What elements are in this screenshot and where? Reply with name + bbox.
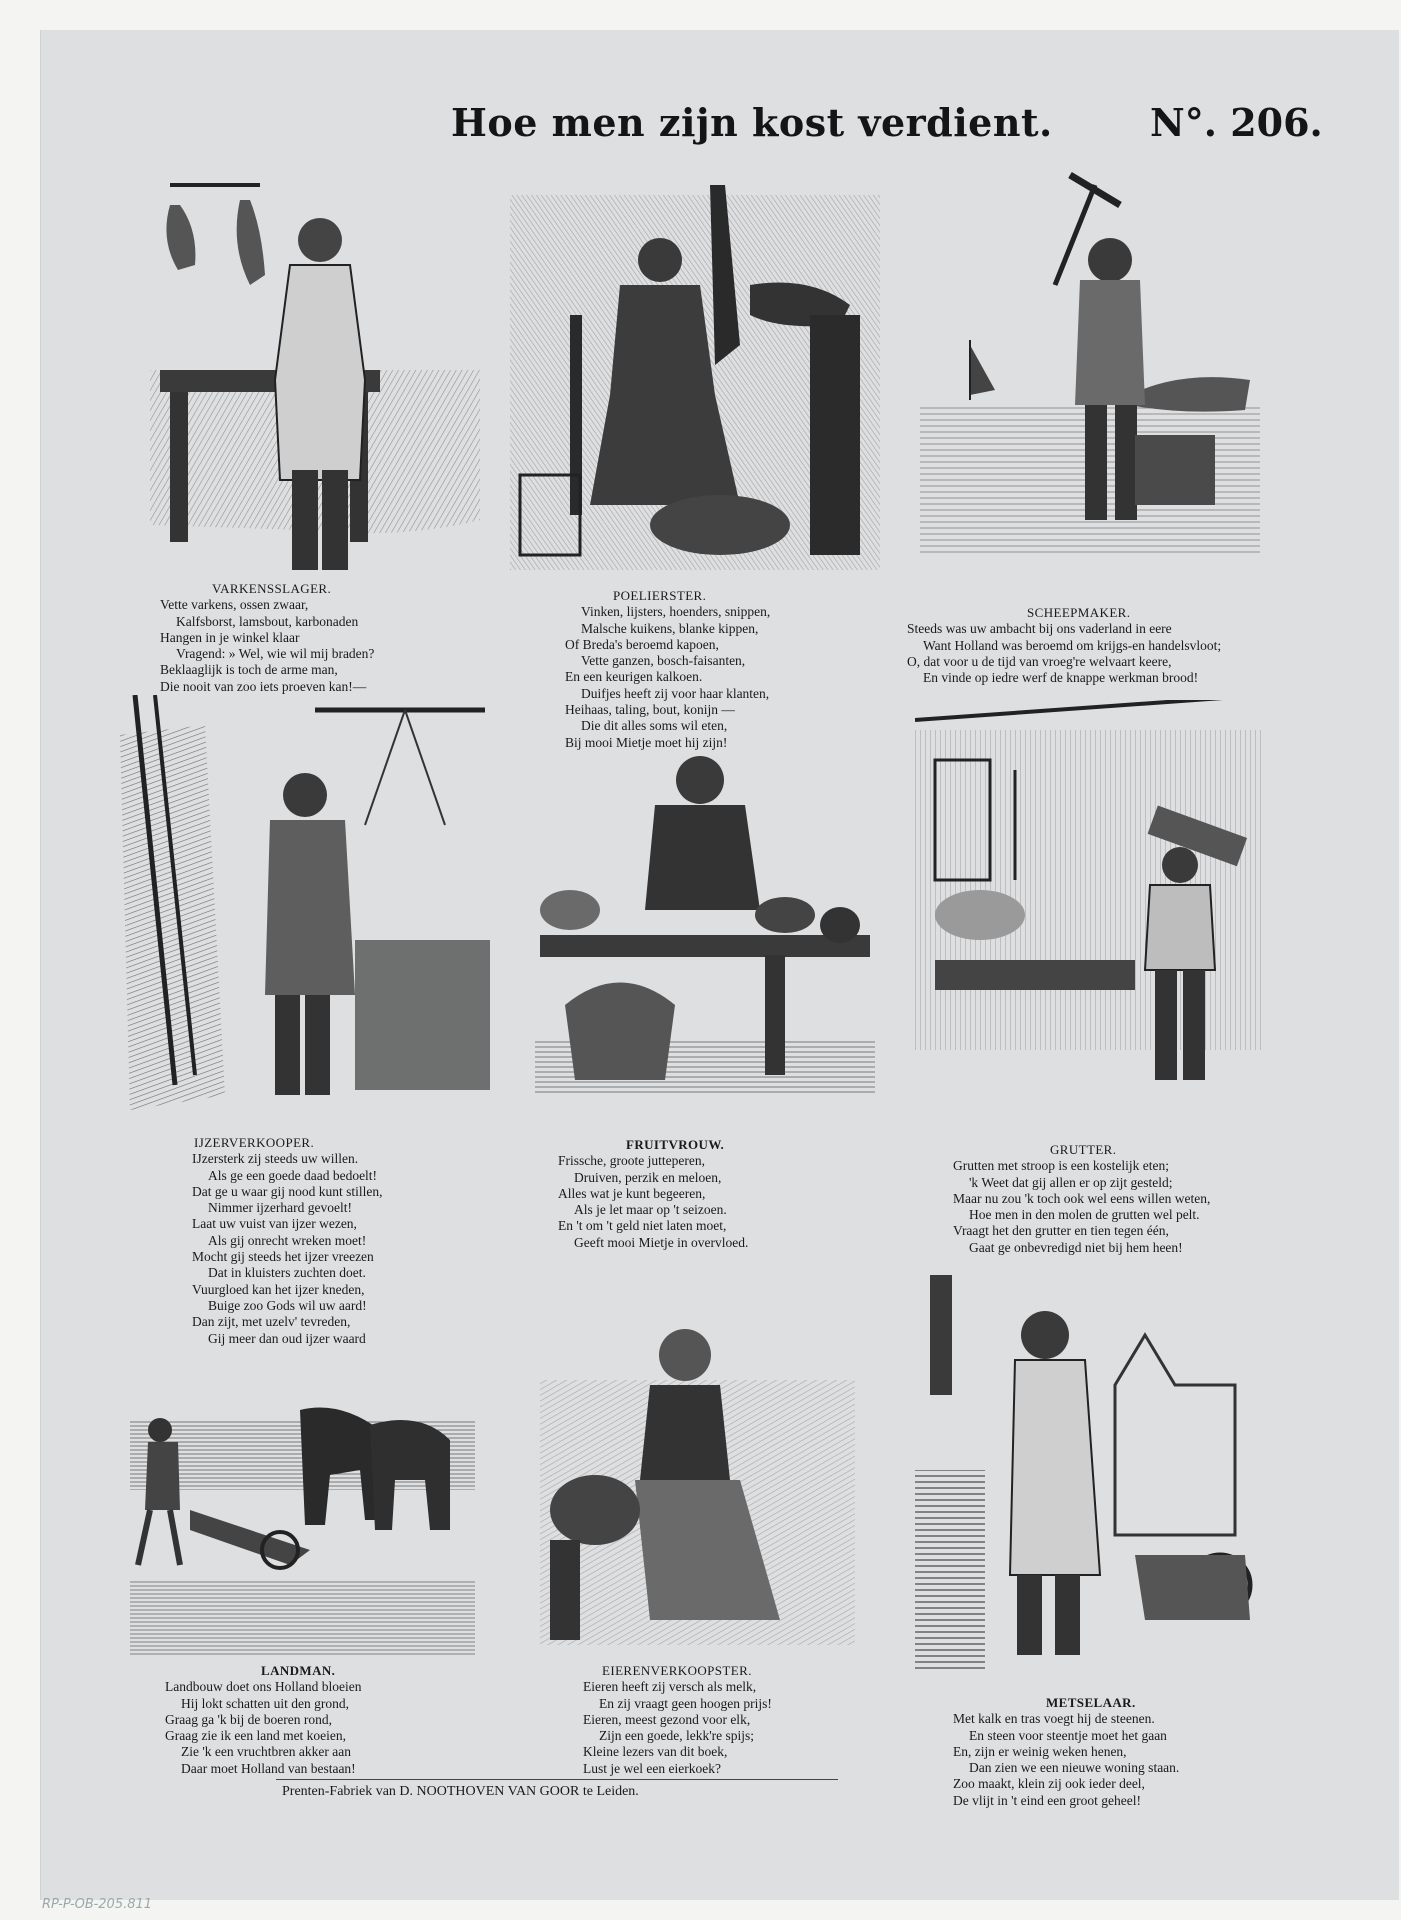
illustration-grutter (915, 700, 1265, 1110)
footer-divider (276, 1779, 838, 1780)
verse-line: Dat in kluisters zuchten doet. (208, 1265, 366, 1281)
caption-fruitvrouw (558, 1137, 848, 1251)
verse-line: Eieren, meest gezond voor elk, (583, 1711, 751, 1727)
verse-line: Duifjes heeft zij voor haar klanten, (581, 685, 770, 701)
sheet-number: N°. 206. (1150, 100, 1323, 145)
caption-title: FRUITVROUW. (626, 1137, 725, 1152)
verse-line: Geeft mooi Mietje in overvloed. (574, 1234, 749, 1250)
verse-line: Hoe men in den molen de grutten wel pelt. (969, 1207, 1200, 1223)
verse-line: IJzersterk zij steeds uw willen. (192, 1151, 359, 1167)
verse-line: Grutten met stroop is een kostelijk eten; (953, 1158, 1169, 1174)
verse-line: Hij lokt schatten uit den grond, (181, 1695, 349, 1711)
caption-landman (165, 1663, 475, 1777)
caption-title: SCHEEPMAKER. (1027, 605, 1131, 620)
verse-line: Hangen in je winkel klaar (160, 629, 300, 645)
caption-title: LANDMAN. (261, 1663, 336, 1678)
verse-line: En steen voor steentje moet het gaan (969, 1727, 1167, 1743)
caption-title: EIERENVERKOOPSTER. (602, 1663, 752, 1678)
illustration-bricklayer (905, 1275, 1265, 1680)
verse-line: Vette ganzen, bosch-faisanten, (581, 653, 746, 669)
verse-line: Heihaas, taling, bout, konijn — (565, 702, 735, 718)
caption-varkensslager (160, 581, 485, 695)
verse-line: Want Holland was beroemd om krijgs-en handelsvloot; (923, 637, 1222, 653)
verse-line: Eieren heeft zij versch als melk, (583, 1679, 757, 1695)
verse-line: O, dat voor u de tijd van vroeg're welvaart keere, (907, 653, 1172, 669)
verse-line: Beklaaglijk is toch de arme man, (160, 662, 338, 678)
verse-line: Dan zien we een nieuwe woning staan. (969, 1760, 1180, 1776)
illustration-butcher (150, 160, 480, 585)
verse-line: Vinken, lijsters, hoenders, snippen, (581, 604, 771, 620)
caption-eierenverkoopster (583, 1663, 863, 1777)
catalog-number: RP-P-OB-205.811 (42, 1897, 153, 1912)
verse-line: Buige zoo Gods wil uw aard! (208, 1297, 367, 1313)
verse-line: Met kalk en tras voegt hij de steenen. (953, 1711, 1155, 1727)
illustration-shipwright (920, 165, 1260, 565)
verse-line: Dan zijt, met uzelv' tevreden, (192, 1314, 351, 1330)
caption-ijzerverkooper (192, 1135, 477, 1347)
verse-line: Kalfsborst, lamsbout, karbonaden (176, 613, 359, 629)
verse-line: Die nooit van zoo iets proeven kan!— (160, 678, 367, 694)
verse-line: Maar nu zou 'k toch ook wel eens willen weten, (953, 1190, 1211, 1206)
verse-line: Nimmer ijzerhard gevoelt! (208, 1200, 352, 1216)
verse-line: Die dit alles soms wil eten, (581, 718, 728, 734)
verse-line: En een keurigen kalkoen. (565, 669, 703, 685)
verse-line: Dat ge u waar gij nood kunt stillen, (192, 1183, 383, 1199)
verse-line: Gij meer dan oud ijzer waard (208, 1330, 366, 1346)
verse-line: En vinde op iedre werf de knappe werkman brood! (923, 670, 1199, 686)
illustration-iron-merchant (115, 695, 490, 1130)
page-title: Hoe men zijn kost verdient. (451, 100, 1053, 145)
verse-line: Als je let maar op 't seizoen. (574, 1202, 727, 1218)
illustration-fruit-seller (535, 750, 875, 1095)
verse-line: En zij vraagt geen hoogen prijs! (599, 1695, 772, 1711)
verse-line: Steeds was uw ambacht bij ons vaderland in eere (907, 621, 1172, 637)
illustration-poulterer (510, 165, 880, 570)
verse-line: Bij mooi Mietje moet hij zijn! (565, 734, 728, 750)
verse-line: Zijn een goede, lekk're spijs; (599, 1728, 755, 1744)
caption-title: METSELAAR. (1046, 1695, 1136, 1710)
verse-line: En, zijn er weinig weken henen, (953, 1743, 1127, 1759)
caption-grutter (953, 1142, 1273, 1256)
verse-line: Vraagt het den grutter en tien tegen één, (953, 1223, 1169, 1239)
caption-title: POELIERSTER. (613, 588, 707, 603)
illustration-egg-seller (540, 1320, 855, 1645)
verse-line: Als gij onrecht wreken moet! (208, 1232, 367, 1248)
caption-title: IJZERVERKOOPER. (194, 1135, 315, 1150)
verse-line: Druiven, perzik en meloen, (574, 1169, 722, 1185)
verse-line: Gaat ge onbevredigd niet bij hem heen! (969, 1239, 1183, 1255)
verse-line: De vlijt in 't eind een groot geheel! (953, 1792, 1141, 1808)
verse-line: Frissche, groote jutteperen, (558, 1153, 705, 1169)
verse-line: Kleine lezers van dit boek, (583, 1744, 728, 1760)
verse-line: Vuurgloed kan het ijzer kneden, (192, 1281, 365, 1297)
verse-line: Alles wat je kunt begeeren, (558, 1185, 706, 1201)
verse-line: Vragend: » Wel, wie wil mij braden? (176, 646, 375, 662)
caption-title: VARKENSSLAGER. (212, 581, 332, 596)
verse-line: Graag zie ik een land met koeien, (165, 1728, 347, 1744)
verse-line: Mocht gij steeds het ijzer vreezen (192, 1249, 374, 1265)
verse-line: Zie 'k een vruchtbren akker aan (181, 1744, 351, 1760)
verse-line: Malsche kuikens, blanke kippen, (581, 620, 759, 636)
publisher-imprint: Prenten-Fabriek van D. NOOTHOVEN VAN GOOR te Leiden. (282, 1784, 639, 1799)
verse-line: Zoo maakt, klein zij ook ieder deel, (953, 1776, 1145, 1792)
illustration-farmer (130, 1380, 475, 1655)
verse-line: Graag ga 'k bij de boeren rond, (165, 1711, 332, 1727)
verse-line: 'k Weet dat gij allen er op zijt gesteld; (969, 1174, 1173, 1190)
verse-line: Als ge een goede daad bedoelt! (208, 1167, 378, 1183)
verse-line: En 't om 't geld niet laten moet, (558, 1218, 727, 1234)
caption-metselaar (953, 1695, 1273, 1809)
verse-line: Lust je wel een eierkoek? (583, 1760, 721, 1776)
verse-line: Of Breda's beroemd kapoen, (565, 636, 719, 652)
verse-line: Vette varkens, ossen zwaar, (160, 597, 309, 613)
caption-title: GRUTTER. (1050, 1142, 1117, 1157)
caption-scheepmaker (907, 605, 1272, 686)
verse-line: Daar moet Holland van bestaan! (181, 1760, 356, 1776)
verse-line: Laat uw vuist van ijzer wezen, (192, 1216, 357, 1232)
verse-line: Landbouw doet ons Holland bloeien (165, 1679, 362, 1695)
caption-poeliersters (565, 588, 845, 751)
